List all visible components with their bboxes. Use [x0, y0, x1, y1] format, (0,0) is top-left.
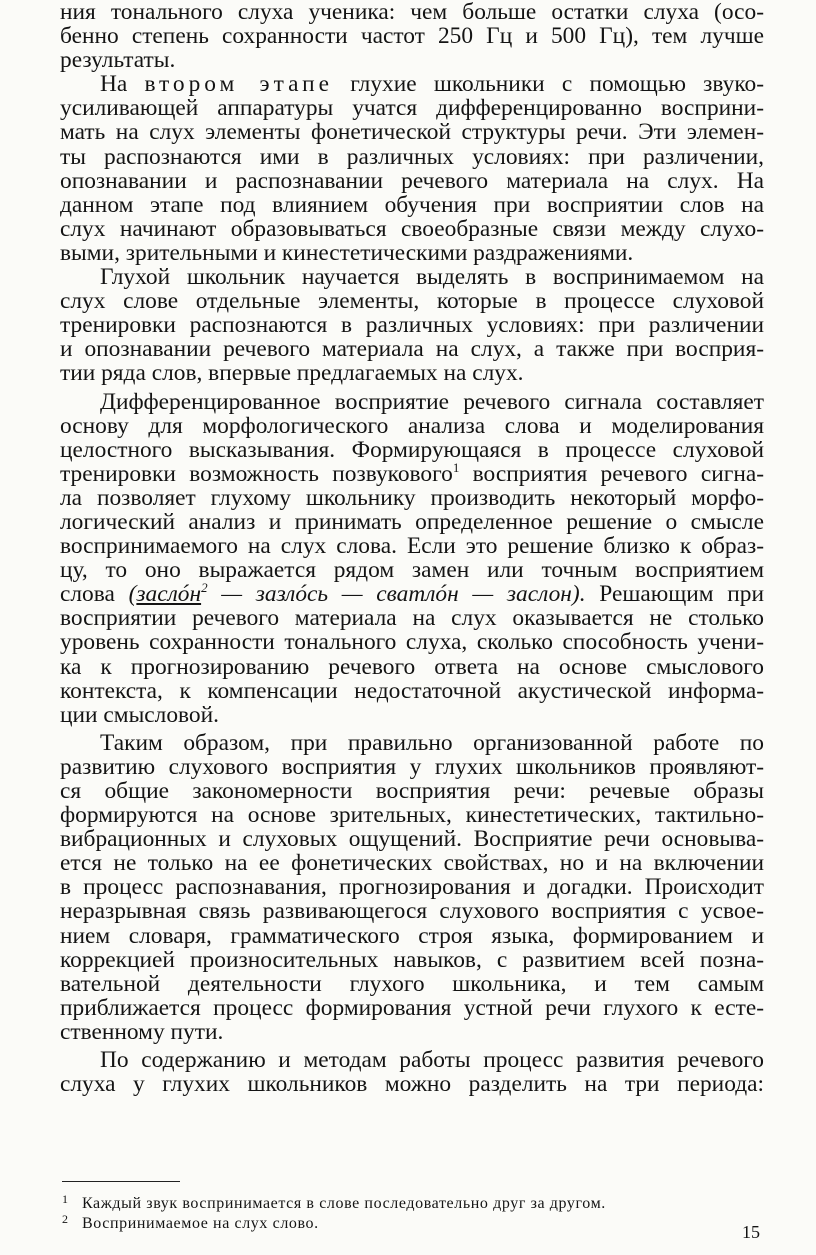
- text-line: уровень сохранности тонального слуха, сколько способность учени-: [60, 629, 764, 656]
- body-text: [60, 0, 764, 1096]
- text-span: Дифференцированное восприятие речевого сигнала составляет: [100, 388, 764, 415]
- text-line: и опознавании речевого материала на слух, а также при восприя-: [60, 336, 764, 363]
- text-line: данном этапе под влиянием обучения при восприятии слов на: [60, 191, 764, 218]
- text-line: вательной деятельности глухого школьника, и тем самым: [60, 970, 764, 997]
- paragraph-3: [60, 265, 764, 385]
- text-line: вибрационных и слуховых ощущений. Восприятие речи основыва-: [60, 826, 764, 853]
- text-line: основу для морфологического анализа слова и моделирования: [60, 412, 764, 439]
- text-line: ственному пути.: [60, 1018, 224, 1045]
- text-line: формируются на основе зрительных, кинестетических, тактильно-: [60, 802, 764, 829]
- text-span: Решающим при: [599, 581, 764, 608]
- text-line: мать на слух элементы фонетической структуры речи. Эти элемен-: [60, 119, 764, 146]
- word-underlined: заслóн: [136, 581, 202, 608]
- text-line: нием словаря, грамматического строя языка, формированием и: [60, 922, 764, 949]
- text-line: ется не только на ее фонетических свойствах, но и на включении: [60, 850, 764, 877]
- footnote-ref-2: 2: [201, 580, 208, 596]
- text-line: ка к прогнозированию речевого ответа на основе смыслового: [60, 653, 764, 680]
- footnote-number: 1: [62, 1192, 69, 1206]
- text-line: усиливающей аппаратуры учатся дифференцированно восприни-: [60, 95, 764, 122]
- text-line: [60, 1048, 764, 1072]
- footnote-ref-1: 1: [452, 459, 460, 475]
- footnote-text: Воспринимаемое на слух слово.: [82, 1215, 319, 1232]
- text-span: тренировки возможность позвукового: [60, 460, 453, 487]
- paragraph-1: [60, 0, 764, 72]
- footnote-number: 2: [62, 1212, 69, 1226]
- second-stage-spaced: втором этапе: [144, 71, 334, 98]
- text-line: слух слове отдельные элементы, которые в процессе слуховой: [60, 288, 764, 315]
- footnote-text: Каждый звук воспринимается в слове последовательно друг за другом.: [82, 1195, 606, 1212]
- paragraph-5: [60, 731, 764, 1044]
- text-line: слуха у глухих школьников можно разделить на три периода:: [60, 1071, 764, 1098]
- footnotes: [62, 1194, 762, 1234]
- text-span: Таким образом, при правильно организованной работе по: [100, 729, 764, 756]
- text-span: Глухой школьник научается выделять в воспринимаемом на: [100, 264, 764, 291]
- text-span: По содержанию и методам работы процесс развития речевого: [100, 1047, 764, 1074]
- text-line: слух начинают образовываться своеобразные связи между слухо-: [60, 215, 764, 242]
- stage-prefix: На: [100, 71, 128, 98]
- text-line: ния тонального слуха ученика: чем больше остатки слуха (осо-: [60, 0, 764, 25]
- text-line: целостного высказывания. Формирующаяся в процессе слуховой: [60, 436, 764, 463]
- text-line: неразрывная связь развивающегося слухового восприятия с усвое-: [60, 898, 764, 925]
- text-line: [60, 72, 764, 96]
- paren: ).: [571, 581, 586, 608]
- footnote-divider: [62, 1181, 180, 1182]
- text-line: цу, то оно выражается рядом замен или точным восприятием: [60, 557, 764, 584]
- text-line: развитию слухового восприятия у глухих школьников проявляют-: [60, 753, 764, 780]
- footnote-2: [62, 1214, 762, 1234]
- text-line: логический анализ и принимать определенное решение о смысле: [60, 508, 764, 535]
- text-line: [60, 731, 764, 755]
- footnote-1: [62, 1194, 762, 1214]
- text-line: ции смысловой.: [60, 701, 219, 728]
- paren: (: [128, 581, 137, 608]
- stage-rest: глухие школьники с помощью звуко-: [350, 71, 764, 98]
- paragraph-4: [60, 390, 764, 727]
- text-line: [60, 390, 764, 414]
- text-line: ся общие закономерности восприятия речи: речевые образы: [60, 778, 764, 804]
- text-line: [60, 265, 764, 289]
- text-line: коррекцией произносительных навыков, с развитием всей позна-: [60, 946, 764, 973]
- text-line: приближается процесс формирования устной речи глухого к есте-: [60, 994, 764, 1021]
- text-line: в процесс распознавания, прогнозирования и догадки. Происходит: [60, 874, 764, 901]
- word-variants: — зазлóсь — сватлóн — заслон: [207, 581, 572, 608]
- text-line: ты распознаются ими в различных условиях: при различении,: [60, 143, 764, 170]
- text-line: восприятии речевого материала на слух оказывается не столько: [60, 605, 764, 632]
- text-line: опознавании и распознавании речевого материала на слух. На: [60, 167, 764, 194]
- paragraph-6: [60, 1048, 764, 1096]
- text-line: [60, 459, 765, 487]
- text-line: ла позволяет глухому школьнику производить некоторый морфо-: [60, 484, 764, 511]
- text-span: восприятия речевого сигна-: [472, 460, 765, 487]
- text-line: тии ряда слов, впервые предлагаемых на слух.: [60, 360, 524, 387]
- text-line: результаты.: [60, 47, 176, 74]
- text-line: контекста, к компенсации недостаточной акустической информа-: [60, 677, 764, 704]
- text-line: воспринимаемого на слух слова. Если это решение близко к образ-: [60, 533, 764, 560]
- text-span: слова: [60, 581, 115, 608]
- italic-words: [129, 581, 586, 607]
- paragraph-2: [60, 72, 764, 265]
- text-line: выми, зрительными и кинестетическими раздражениями.: [60, 239, 634, 266]
- page-number: 15: [742, 1222, 760, 1242]
- text-line: бенно степень сохранности частот 250 Гц и 500 Гц), тем лучше: [60, 23, 764, 50]
- text-line: [60, 582, 764, 606]
- text-line: тренировки распознаются в различных условиях: при различении: [60, 312, 764, 339]
